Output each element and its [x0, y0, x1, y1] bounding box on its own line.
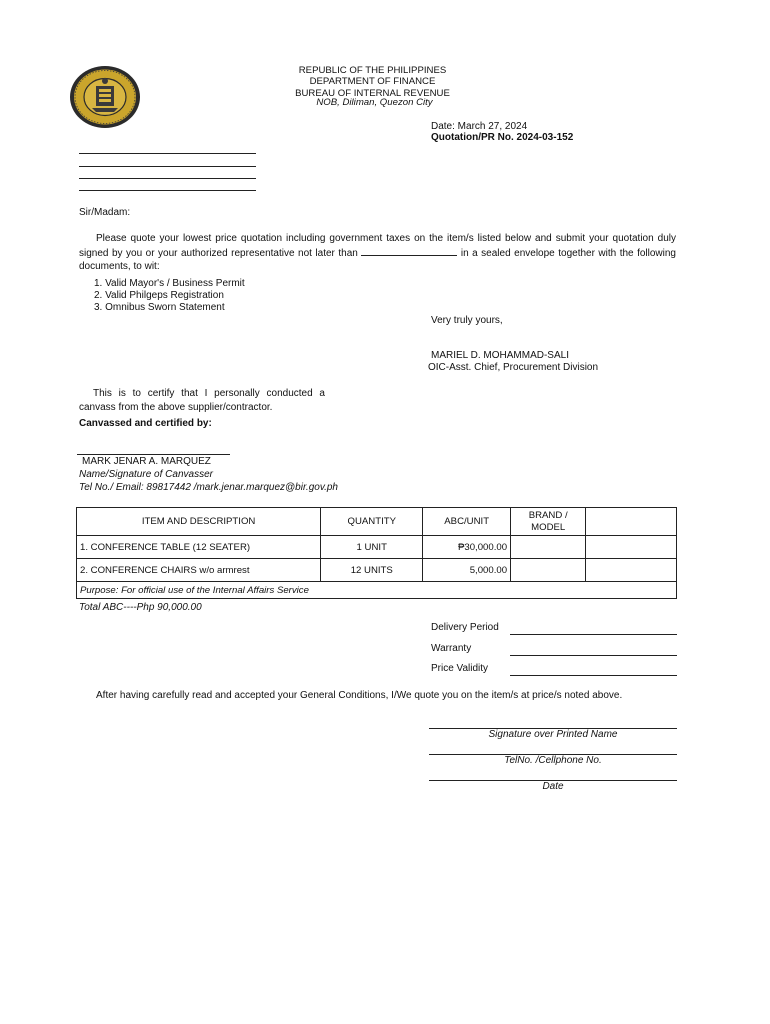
document-date: Date: March 27, 2024 [431, 121, 528, 132]
header-abc-unit: ABC/UNIT [423, 508, 511, 536]
bureau-heading: BUREAU OF INTERNAL REVENUE [295, 88, 450, 99]
table-row [77, 559, 677, 582]
certification-text: This is to certify that I personally conducted a canvass from the above supplier/contractor. [79, 388, 325, 413]
quotation-number: Quotation/PR No. 2024-03-152 [431, 132, 574, 143]
addressee-line [79, 153, 256, 154]
canvasser-name: MARK JENAR A. MARQUEZ [82, 456, 211, 467]
delivery-period-label: Delivery Period [431, 622, 499, 633]
delivery-period-field[interactable] [510, 634, 677, 635]
header-item-description: ITEM AND DESCRIPTION [77, 508, 321, 536]
purpose-row [77, 582, 677, 599]
canvasser-name-label: Name/Signature of Canvasser [79, 469, 213, 480]
phone-label: TelNo. /Cellphone No. [504, 755, 602, 766]
signature-label: Signature over Printed Name [488, 729, 618, 740]
items-table [76, 507, 677, 599]
item-abc: 5,000.00 [423, 559, 511, 582]
item-description: 1. CONFERENCE TABLE (12 SEATER) [77, 536, 321, 559]
certified-by-label: Canvassed and certified by: [79, 418, 212, 429]
item-abc: ₱30,000.00 [423, 536, 511, 559]
price-validity-label: Price Validity [431, 663, 489, 674]
item-brand [511, 536, 586, 559]
addressee-line [79, 178, 256, 179]
requirement-item: 3. Omnibus Sworn Statement [94, 302, 225, 313]
addressee-line [79, 166, 256, 167]
salutation: Sir/Madam: [79, 207, 131, 218]
bir-seal-icon [68, 64, 142, 130]
table-header-row [77, 508, 677, 536]
date-label: Date [542, 781, 564, 792]
request-paragraph [79, 232, 676, 274]
department-heading: DEPARTMENT OF FINANCE [309, 76, 436, 87]
warranty-field[interactable] [510, 655, 677, 656]
signatory-title: OIC-Asst. Chief, Procurement Division [428, 362, 599, 373]
request-text-part2: in a sealed envelope together with the following documents, to wit: [79, 247, 676, 272]
deadline-blank [361, 246, 457, 256]
total-abc: Total ABC----Php 90,000.00 [79, 602, 202, 613]
header-quantity: QUANTITY [321, 508, 423, 536]
purpose-text: Purpose: For official use of the Internal Affairs Service [77, 582, 677, 599]
office-address: NOB, Diliman, Quezon City [316, 97, 433, 108]
item-brand [511, 559, 586, 582]
item-blank [586, 559, 677, 582]
table-row [77, 536, 677, 559]
header-brand-model: BRAND / MODEL [511, 508, 586, 536]
requirement-item: 1. Valid Mayor's / Business Permit [94, 278, 245, 289]
price-validity-field[interactable] [510, 675, 677, 676]
item-description: 2. CONFERENCE CHAIRS w/o armrest [77, 559, 321, 582]
header-blank [586, 508, 677, 536]
request-text-part1: Please quote your lowest price quotation including government taxes on the item/s listed below and submit your quotation duly signed by you or your authorized representative not later than [79, 233, 676, 259]
addressee-line [79, 190, 256, 191]
signatory-name: MARIEL D. MOHAMMAD-SALI [431, 350, 569, 361]
item-quantity: 1 UNIT [321, 536, 423, 559]
warranty-label: Warranty [431, 643, 472, 654]
acceptance-statement: After having carefully read and accepted your General Conditions, I/We quote you on the item/s at price/s noted above. [96, 690, 623, 701]
item-blank [586, 536, 677, 559]
canvasser-signature-line [77, 454, 230, 455]
republic-heading: REPUBLIC OF THE PHILIPPINES [298, 65, 447, 76]
canvasser-contact: Tel No./ Email: 89817442 /mark.jenar.marquez@bir.gov.ph [79, 482, 338, 493]
closing: Very truly yours, [431, 315, 503, 326]
item-quantity: 12 UNITS [321, 559, 423, 582]
requirement-item: 2. Valid Philgeps Registration [94, 290, 224, 301]
